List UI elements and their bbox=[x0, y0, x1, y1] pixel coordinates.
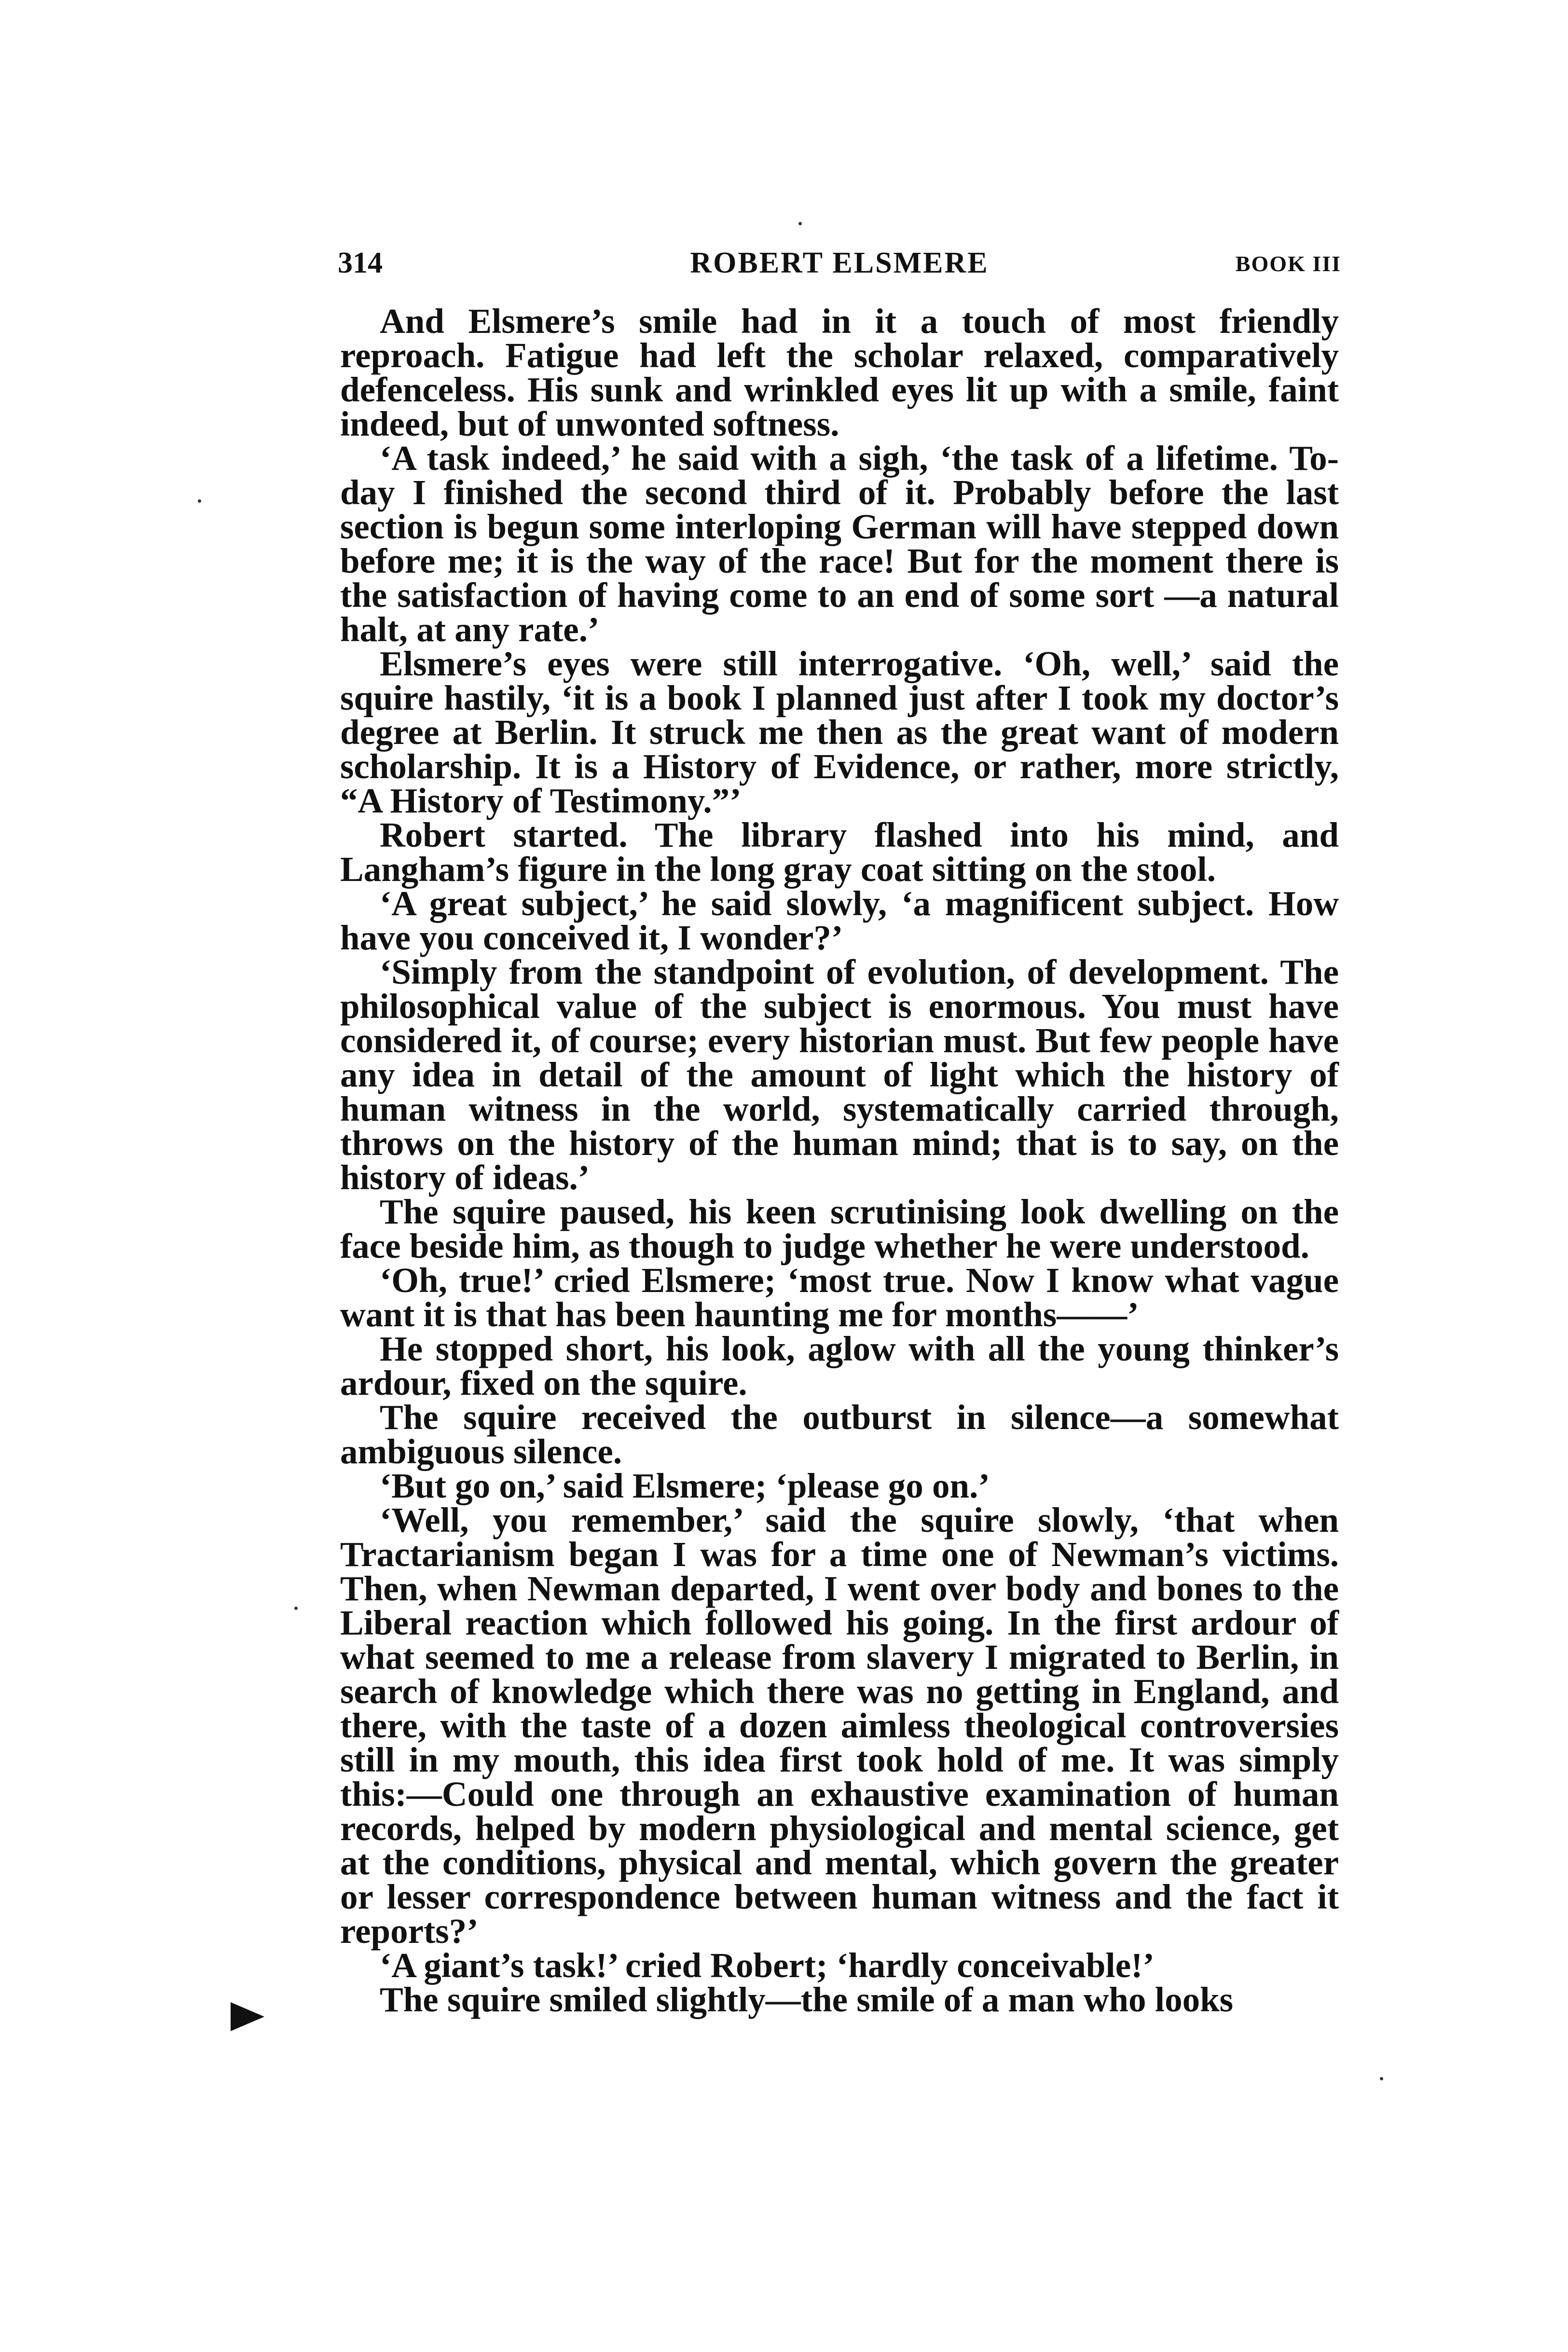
scan-speck bbox=[798, 222, 802, 225]
running-header bbox=[338, 246, 1341, 289]
scan-speck bbox=[1380, 2077, 1383, 2080]
paragraph: The squire smiled slightly—the smile of a man who looks bbox=[380, 1980, 1234, 2019]
paragraph: The squire received the outburst in silence—a somewhat ambiguous silence. bbox=[340, 1398, 1339, 1471]
paragraph: ‘Well, you remember,’ said the squire slowly, ‘that when Tractarianism began I was for a time one of Newman’s victims. Then, when Newman departed, I went over body and bones to the Liberal reaction which followed his going. In the first ardour of what seemed to me a release from slavery I migrated to Berlin, in search of knowledge which there was no getting in England, and there, with the taste of a dozen aimless theological controversies still in my mouth, this idea first took hold of me. It was simply this:—Could one through an exhaustive examination of human records, helped by modern physiological and mental science, get at the conditions, physical and mental, which govern the greater or lesser correspondence between human witness and the fact it reports?’ bbox=[340, 1500, 1339, 1951]
paragraph: ‘A great subject,’ he said slowly, ‘a magnificent subject. How have you conceived it, I wonder?’ bbox=[340, 884, 1339, 957]
paragraph: ‘Simply from the standpoint of evolution, of development. The philosophical value of the subject is enormous. You must have considered it, of course; every historian must. But few people have any idea in detail of the amount of light which the history of human witness in the world, systematically carried through, throws on the history of the human mind; that is to say, on the history of ideas.’ bbox=[340, 952, 1339, 1197]
section-label: BOOK III bbox=[1235, 251, 1341, 276]
paragraph: Robert started. The library flashed into his mind, and Langham’s figure in the long gray coat sitting on the stool. bbox=[340, 815, 1339, 889]
running-title: ROBERT ELSMERE bbox=[690, 247, 989, 279]
scan-speck bbox=[294, 1607, 298, 1610]
scan-speck bbox=[198, 499, 201, 503]
paragraph: And Elsmere’s smile had in it a touch of most friendly reproach. Fatigue had left the scholar relaxed, comparatively defenceless. His sunk and wrinkled eyes lit up with a smile, faint indeed, but of unwonted softness. bbox=[340, 302, 1339, 443]
paragraph: ‘Oh, true!’ cried Elsmere; ‘most true. Now I know what vague want it is that has been haunting me for months——’ bbox=[340, 1261, 1339, 1334]
body-text bbox=[340, 304, 1339, 2017]
page-number: 314 bbox=[338, 247, 383, 279]
paragraph: Elsmere’s eyes were still interrogative. ‘Oh, well,’ said the squire hastily, ‘it is a book I planned just after I took my doctor’s degree at Berlin. It struck me then as the great want of modern scholarship. It is a History of Evidence, or rather, more strictly, “A History of Testimony.”’ bbox=[340, 644, 1339, 820]
paragraph: ‘A giant’s task!’ cried Robert; ‘hardly conceivable!’ bbox=[380, 1946, 1155, 1985]
paragraph: ‘But go on,’ said Elsmere; ‘please go on.’ bbox=[380, 1466, 990, 1505]
paragraph: ‘A task indeed,’ he said with a sigh, ‘the task of a lifetime. To-day I finished the second third of it. Probably before the last section is begun some interloping German will have stepped down before me; it is the way of the race! But for the moment there is the satisfaction of having come to an end of some sort —a natural halt, at any rate.’ bbox=[340, 439, 1339, 649]
paragraph: He stopped short, his look, aglow with all the young thinker’s ardour, fixed on the squire. bbox=[340, 1329, 1339, 1403]
page-arrow-marker bbox=[231, 2002, 264, 2031]
paragraph: The squire paused, his keen scrutinising look dwelling on the face beside him, as though to judge whether he were understood. bbox=[340, 1192, 1339, 1265]
